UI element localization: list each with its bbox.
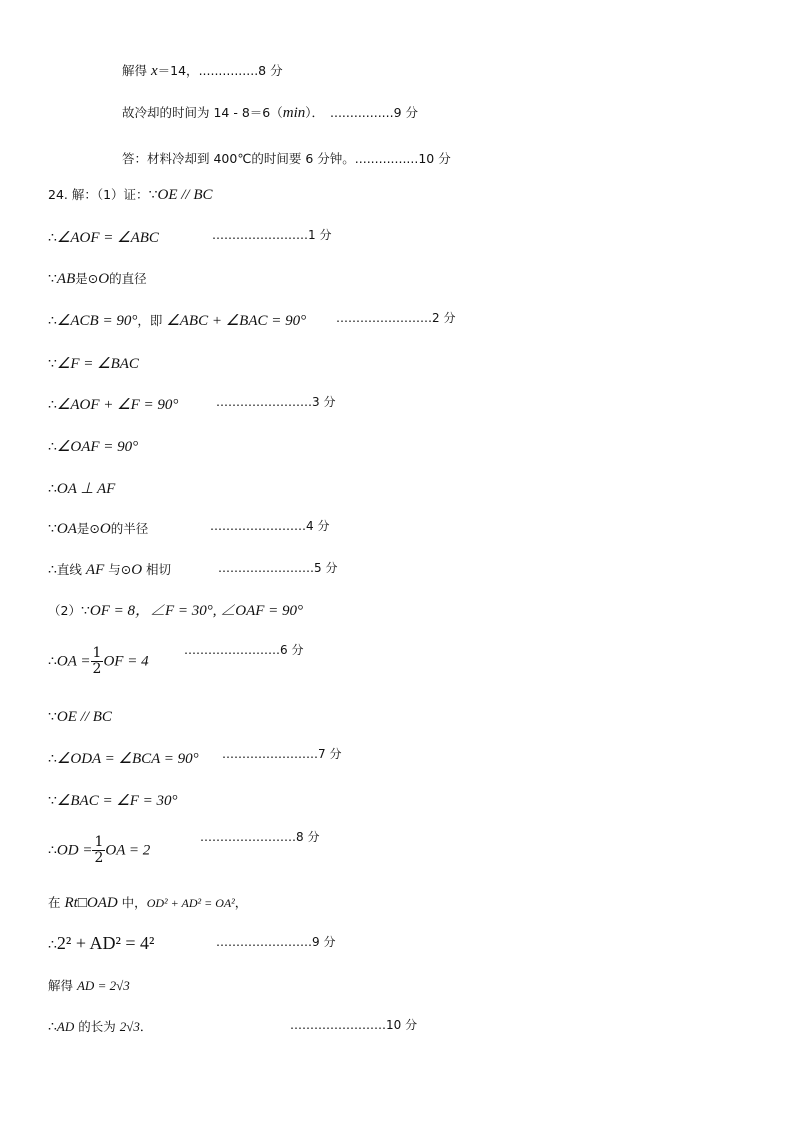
text: 直线 — [56, 562, 86, 577]
text: 解得 — [48, 978, 77, 993]
q24-header — [48, 186, 212, 204]
math: O — [99, 521, 111, 537]
question-number: 24. 解：（1）证： — [48, 187, 149, 202]
therefore-symbol: ∴ — [48, 481, 57, 497]
part2-line-7 — [48, 934, 154, 954]
text: ， — [234, 895, 248, 910]
text: 是⊙ — [75, 271, 99, 286]
denominator: 2 — [94, 850, 104, 866]
math: O — [98, 271, 110, 287]
math: OA ⊥ AF — [56, 481, 116, 497]
proof-line-1 — [48, 229, 159, 247]
part2-line-4 — [48, 792, 178, 810]
proof-line-4 — [48, 355, 139, 373]
math: AB — [56, 271, 76, 287]
denominator: 2 — [92, 661, 102, 677]
text: 相切 — [142, 562, 172, 577]
text: ，即 — [137, 313, 167, 328]
score-1: ……………………1 分 — [212, 228, 332, 242]
math: OD = — [56, 842, 93, 859]
math: ∠AOF + ∠F = 90° — [56, 397, 179, 413]
part2-line-9 — [48, 1018, 152, 1036]
score-6: ……………………6 分 — [184, 643, 304, 657]
text: ＝14， — [157, 63, 199, 78]
text: 的长为 — [74, 1019, 120, 1034]
text: 答：材料冷却到 400℃的时间要 6 分钟。 — [122, 151, 355, 166]
score-2: ……………………2 分 — [336, 311, 456, 325]
score-5: ……………………5 分 — [218, 561, 338, 575]
text: 与⊙ — [104, 562, 132, 577]
fraction-half — [91, 646, 104, 677]
math: AD = 2√3 — [76, 978, 130, 993]
math: AD — [56, 1019, 75, 1034]
score-4: ……………………4 分 — [210, 519, 330, 533]
math: ∠OAF = 90° — [56, 439, 139, 455]
text: 在 — [48, 895, 65, 910]
therefore-symbol: ∴ — [48, 1019, 57, 1035]
proof-line-2 — [48, 270, 147, 288]
therefore-symbol: ∴ — [48, 313, 57, 329]
math: OA = 2 — [105, 842, 151, 859]
part-label: （2） — [48, 603, 81, 618]
text: 解得 — [122, 63, 151, 78]
var-x: x — [150, 63, 158, 79]
therefore-symbol: ∴ — [48, 842, 57, 859]
part2-line-1 — [48, 646, 149, 677]
math: OF = 8，∠F = 30°, ∠OAF = 90° — [89, 603, 304, 619]
math: ∠ODA = ∠BCA = 90° — [56, 751, 199, 767]
therefore-symbol: ∴ — [48, 439, 57, 455]
therefore-symbol: ∴ — [48, 751, 57, 767]
text: 是⊙ — [76, 521, 100, 536]
cooling-time-line — [122, 104, 418, 122]
math: ∠AOF = ∠ABC — [56, 230, 159, 246]
score-8b: ……………………8 分 — [200, 830, 320, 844]
because-symbol: ∵ — [48, 521, 57, 537]
math: ∠BAC = ∠F = 30° — [56, 793, 178, 809]
math: OA = — [56, 653, 91, 670]
because-symbol: ∵ — [148, 187, 158, 203]
math: ∠F = ∠BAC — [56, 356, 139, 372]
math: O — [131, 562, 143, 578]
unit-min: min — [282, 105, 306, 121]
math: 2√3 — [119, 1019, 140, 1034]
proof-line-7 — [48, 480, 115, 498]
numerator: 1 — [94, 834, 104, 850]
score-9: ................9 分 — [330, 105, 419, 120]
numerator: 1 — [92, 645, 102, 661]
proof-line-8 — [48, 520, 148, 538]
math: AF — [85, 562, 105, 578]
score-10: ................10 分 — [354, 151, 451, 166]
score-7: ……………………7 分 — [222, 747, 342, 761]
math: Rt□OAD — [64, 895, 118, 911]
proof-line-9 — [48, 561, 171, 579]
proof-line-6 — [48, 438, 138, 456]
therefore-symbol: ∴ — [48, 230, 57, 246]
therefore-symbol: ∴ — [48, 562, 57, 578]
score-3: ……………………3 分 — [216, 395, 336, 409]
text: 中， — [117, 895, 147, 910]
because-symbol: ∵ — [48, 793, 57, 809]
score-10b: ……………………10 分 — [290, 1018, 418, 1032]
answer-line — [122, 150, 451, 168]
proof-line-3 — [48, 312, 306, 330]
part2-line-5 — [48, 835, 150, 866]
text: ）． — [305, 105, 325, 120]
math: ∠ACB = 90° — [56, 313, 138, 329]
therefore-symbol: ∴ — [48, 937, 57, 953]
math: OA — [56, 521, 77, 537]
therefore-symbol: ∴ — [48, 653, 57, 670]
math: 2² + AD² = 4² — [56, 933, 155, 953]
solve-x-line — [122, 62, 283, 80]
math: OF = 4 — [103, 653, 149, 670]
text: ． — [139, 1019, 153, 1034]
because-symbol: ∵ — [48, 271, 57, 287]
text: 的直径 — [109, 271, 147, 286]
part2-line-3 — [48, 750, 199, 768]
because-symbol: ∵ — [80, 603, 90, 619]
fraction-half — [92, 835, 105, 866]
math: OD² + AD² = OA² — [146, 896, 235, 910]
math: OE // BC — [157, 187, 213, 203]
score-9b: ……………………9 分 — [216, 935, 336, 949]
math: OE // BC — [56, 709, 112, 725]
therefore-symbol: ∴ — [48, 397, 57, 413]
part2-line-2 — [48, 708, 112, 726]
part2-header — [48, 602, 303, 620]
math: ∠ABC + ∠BAC = 90° — [166, 313, 307, 329]
text: 的半径 — [110, 521, 149, 536]
score-8: ...............8 分 — [198, 63, 283, 78]
part2-line-8 — [48, 977, 130, 995]
proof-line-5 — [48, 396, 178, 414]
part2-line-6 — [48, 894, 247, 912]
text: 故冷却的时间为 14 - 8＝6（ — [122, 105, 283, 120]
because-symbol: ∵ — [48, 709, 57, 725]
because-symbol: ∵ — [48, 356, 57, 372]
